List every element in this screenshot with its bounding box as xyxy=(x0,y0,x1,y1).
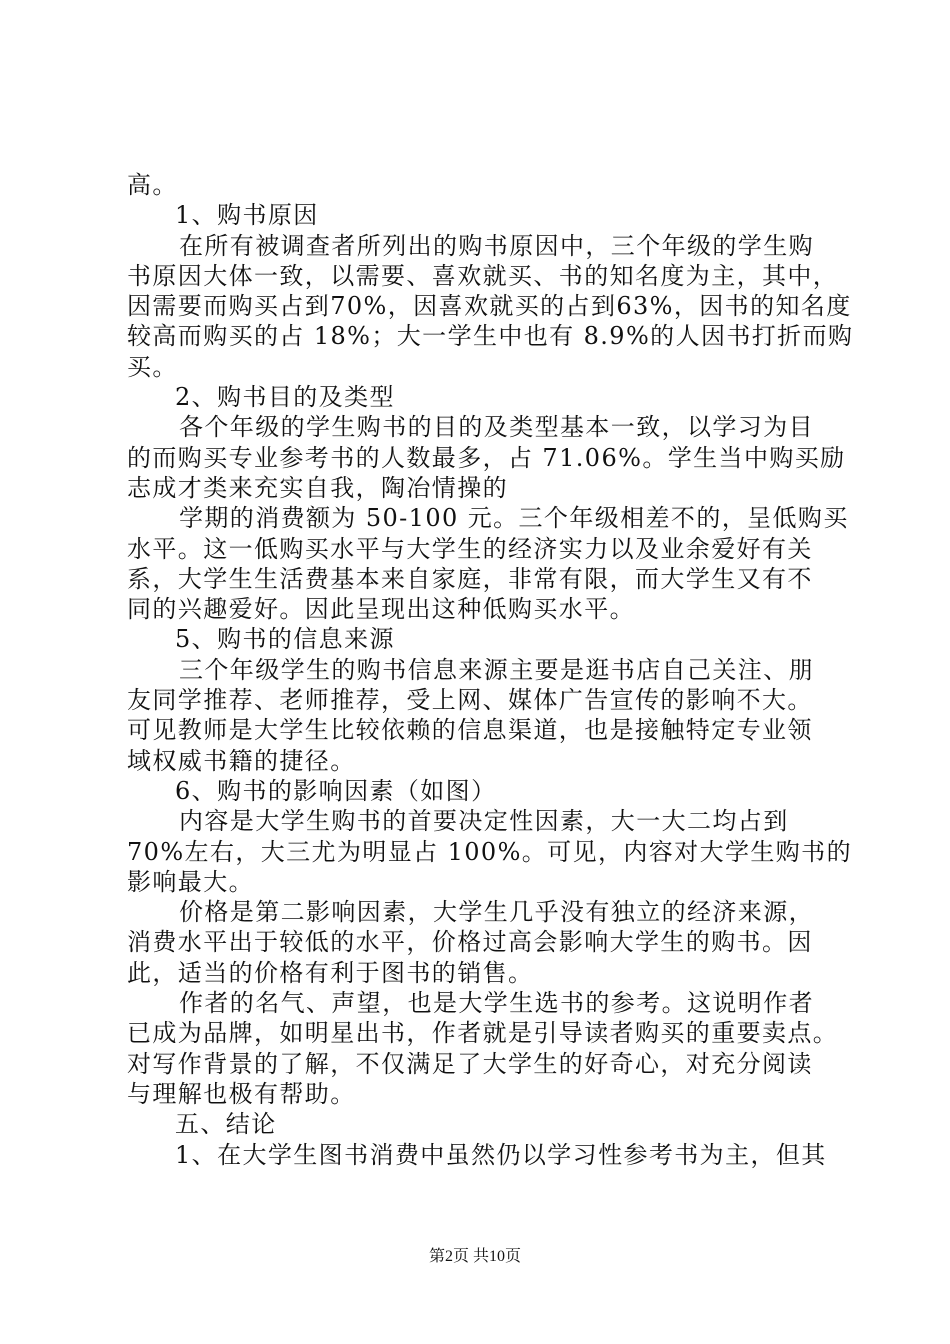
text-line: 域权威书籍的捷径。 xyxy=(127,746,356,775)
text-line: 较高而购买的占 18%；大一学生中也有 8.9%的人因书打折而购 xyxy=(127,322,854,351)
text-line: 已成为品牌，如明星出书，作者就是引导读者购买的重要卖点。 xyxy=(127,1019,839,1048)
text-line: 70%左右，大三尤为明显占 100%。可见，内容对大学生购书的 xyxy=(127,837,852,866)
text-line: 与理解也极有帮助。 xyxy=(127,1079,356,1108)
text-line: 志成才类来充实自我，陶冶情操的 xyxy=(127,473,508,502)
body-text xyxy=(127,170,854,1170)
section-heading: 五、结论 xyxy=(175,1110,277,1139)
text-line: 价格是第二影响因素，大学生几乎没有独立的经济来源， xyxy=(179,898,814,927)
text-line: 在所有被调查者所列出的购书原因中，三个年级的学生购 xyxy=(179,231,814,260)
text-line: 同的兴趣爱好。因此呈现出这种低购买水平。 xyxy=(127,595,635,624)
text-line: 作者的名气、声望，也是大学生选书的参考。这说明作者 xyxy=(179,989,814,1018)
text-line: 书原因大体一致，以需要、喜欢就买、书的知名度为主，其中， xyxy=(127,261,839,290)
text-line: 此，适当的价格有利于图书的销售。 xyxy=(127,958,534,987)
text-line: 系，大学生生活费基本来自家庭，非常有限，而大学生又有不 xyxy=(127,564,813,593)
text-line: 三个年级学生的购书信息来源主要是逛书店自己关注、朋 xyxy=(179,655,814,684)
text-line: 内容是大学生购书的首要决定性因素，大一大二均占到 xyxy=(179,807,789,836)
text-line: 影响最大。 xyxy=(127,867,254,896)
text-line: 买。 xyxy=(127,352,178,381)
text-line: 各个年级的学生购书的目的及类型基本一致，以学习为目 xyxy=(179,413,814,442)
text-line: 学期的消费额为 50-100 元。三个年级相差不的，呈低购买 xyxy=(179,504,849,533)
text-line: 友同学推荐、老师推荐，受上网、媒体广告宣传的影响不大。 xyxy=(127,686,813,715)
text-line: 1、在大学生图书消费中虽然仍以学习性参考书为主，但其 xyxy=(175,1140,827,1169)
text-line: 的而购买专业参考书的人数最多，占 71.06%。学生当中购买励 xyxy=(127,443,846,472)
text-line: 水平。这一低购买水平与大学生的经济实力以及业余爱好有关 xyxy=(127,534,813,563)
text-line: 因需要而购买占到70%，因喜欢就买的占到63%，因书的知名度 xyxy=(127,292,852,321)
text-line: 高。 xyxy=(127,171,178,199)
section-heading: 1、购书原因 xyxy=(175,201,319,230)
section-heading: 2、购书目的及类型 xyxy=(175,383,395,412)
text-line: 可见教师是大学生比较依赖的信息渠道，也是接触特定专业领 xyxy=(127,716,813,745)
section-heading: 5、购书的信息来源 xyxy=(175,625,395,654)
text-line: 消费水平出于较低的水平，价格过高会影响大学生的购书。因 xyxy=(127,928,813,957)
page-footer: 第2页 共10页 xyxy=(428,1248,521,1265)
text-line: 对写作背景的了解，不仅满足了大学生的好奇心，对充分阅读 xyxy=(127,1049,813,1078)
section-heading: 6、购书的影响因素（如图） xyxy=(175,776,497,805)
